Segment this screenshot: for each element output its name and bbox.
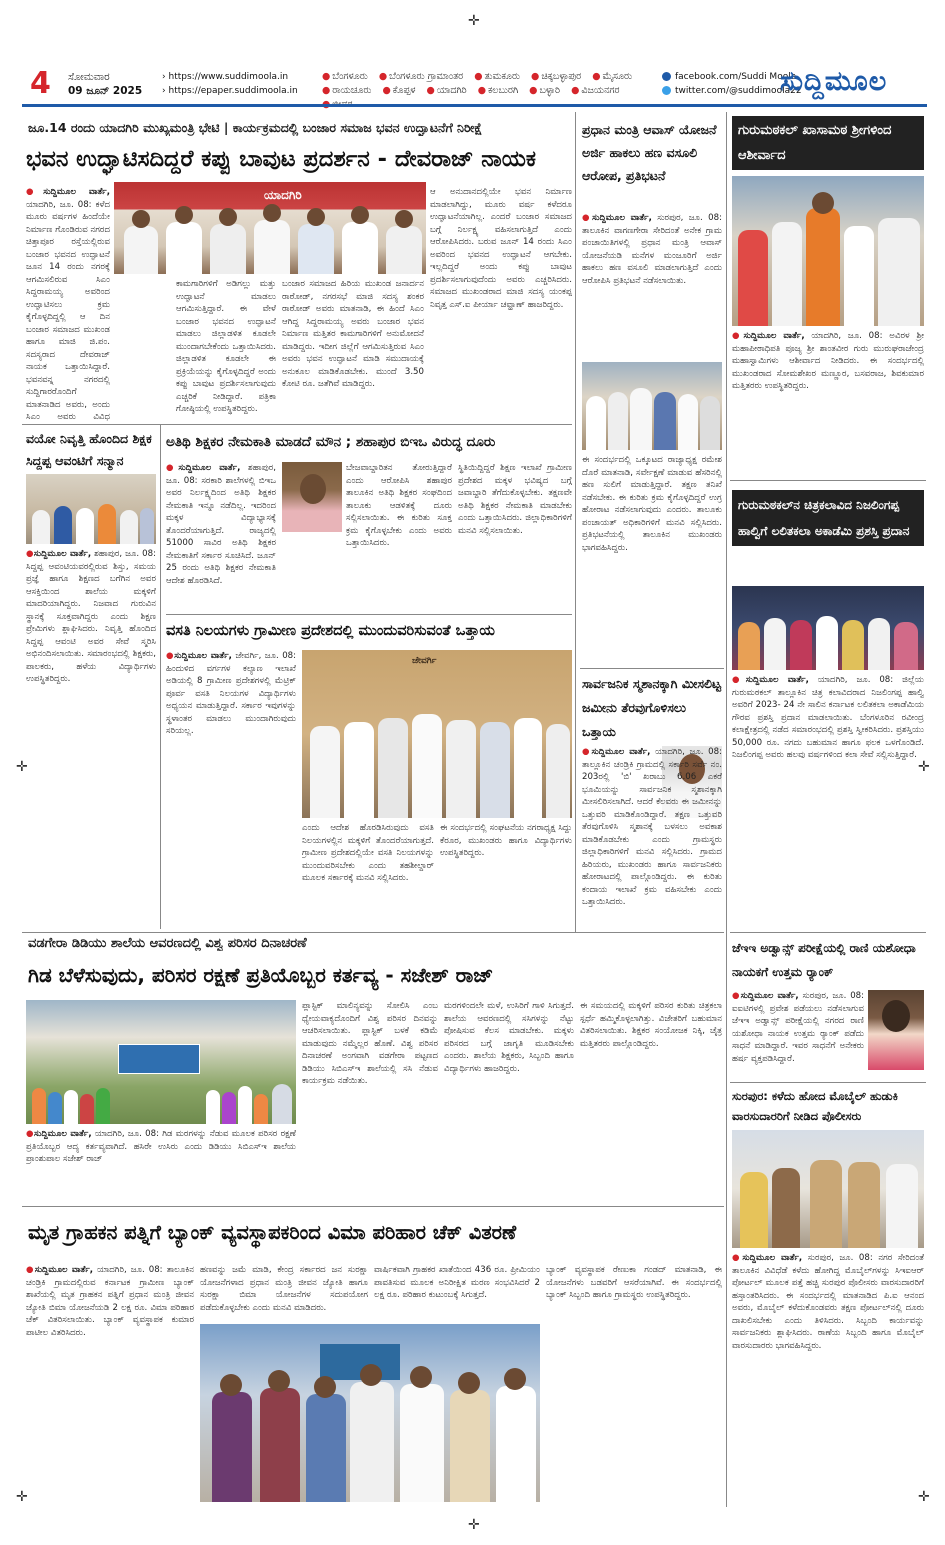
guest-teachers-col2: ಬೇಜವಾಬ್ದಾರಿತನ ತೋರುತ್ತಿದ್ದಾರೆ ಎಂದು ಆರೋಪಿಸಿ ಶಹಾಪುರ ತಾಲೂಕಿನ ಅತಿಥಿ ಶಿಕ್ಷಕರ ಸಂಘದಿಂದ ತಾಲೂಕು ಆಡಳಿತಕ್ಕೆ ದೂರು ಸಲ್ಲಿಸಲಾಯಿತು. ಈ ಕುರಿತು ಸೂಕ್ತ ಕ್ರಮ ಕೈಗೊಳ್ಳಬೇಕು ಎಂದು ಅವರು ಒತ್ತಾಯಿಸಿದರು. (346, 463, 452, 548)
housing-headline: ಪ್ರಧಾನ ಮಂತ್ರಿ ಆವಾಸ್ ಯೋಜನೆ ಅರ್ಜಿ ಹಾಕಲು ಹಣ ವಸೂಲಿ ಆರೋಪ, ಪ್ರತಿಭಟನೆ (582, 122, 717, 183)
cremation-headline: ಸಾರ್ವಜನಿಕ ಸ್ಮಶಾನಕ್ಕಾಗಿ ಮೀಸಲಿಟ್ಟ ಜಮೀನು ತೆರವುಗೊಳಿಸಲು ಒತ್ತಾಯ (582, 676, 722, 739)
photo-sign-text: ಜೇವರ್ಗಿ (412, 656, 437, 666)
page-header (22, 66, 927, 106)
city-item: ಮೈಸೂರು (602, 71, 633, 82)
byline: ಸುದ್ದಿಮೂಲ ವಾರ್ತೆ, (34, 1129, 92, 1139)
registration-mark: ✛ (918, 759, 930, 775)
city-item: ತುಮಕೂರು (484, 71, 520, 82)
registration-mark: ✛ (468, 1517, 480, 1533)
article-text: ಸಿದ್ದಪ್ಪ ಆವಂಟಿಯವರಲ್ಲಿರುವ ಶಿಸ್ತು, ಸಮಯ ಪ್ರಜ್ಞೆ ಹಾಗೂ ಶಿಕ್ಷಣದ ಬಗೆಗಿನ ಅವರ ಆಸಕ್ತಿಯಿಂದ ಶಾಲೆಯ ಮಕ್ಕಳಿಗೆ ಮಾದರಿಯಾಗಿದ್ದರು. ನಿಜವಾದ ಗುರುವಿನ ಸ್ಥಾನಕ್ಕೆ ಸೂಕ್ತವಾಗಿದ್ದರು ಎಂದು ಶಿಕ್ಷಣ ಪ್ರೇಮಿಗಳು ಶ್ಲಾಘಿಸಿದರು. ನಿವೃತ್ತಿ ಹೊಂದಿದ ಸಿದ್ದಪ್ಪ ಆವಂಟಿ ಅವರ ಸೇವೆ ಸ್ಮರಿಸಿ ಅಭಿನಂದಿಸಲಾಯಿತು. ಸಮಾರಂಭದಲ್ಲಿ ಶಿಕ್ಷಕರು, ಪಾಲಕರು, ಹಳೆಯ ವಿದ್ಯಾರ್ಥಿಗಳು ಉಪಸ್ಥಿತರಿದ್ದರು. (26, 561, 156, 684)
dateline: ಯಾದಗಿರಿ, ಜೂ. 08: (94, 1129, 159, 1139)
column-rule (160, 424, 161, 929)
article-text: ಅವಿರಳ ಶ್ರೀ ಮಹಾಪೀಠಾಧಿಪತಿ ಪೂಜ್ಯ ಶ್ರೀ ಶಾಂತವೀರ ಗುರು ಮುರುಘರಾಜೇಂದ್ರ ಮಹಾಸ್ವಾಮಿಗಳು ಆಶೀರ್ವಾದ ನೀಡಿದರು. ಈ ಸಂದರ್ಭದಲ್ಲಿ ಮುಖಂಡರಾದ ಸೋಮಶೇಖರ ಮಣ್ಣೂರ, ಬಸವರಾಜ, ಶಿವಕುಮಾರ ಮತ್ತಿತರರು ಉಪಸ್ಥಿತರಿದ್ದರು. (732, 331, 924, 391)
cremation-text: ●ಸುದ್ದಿಮೂಲ ವಾರ್ತೆ, ಯಾದಗಿರಿ, ಜೂ. 08: ತಾಲ್ಲೂಕಿನ ಚಂಡ್ರಿಕಿ ಗ್ರಾಮದಲ್ಲಿ ಸರ್ಕಾರಿ ಸರ್ವೆ ನಂ. 203ರಲ್ಲಿ 'ಬಿ' ಖರಾಬು 6.06 ಎಕರೆ ಭೂಮಿಯನ್ನು ಸಾರ್ವಜನಿಕ ಸ್ಮಶಾನಕ್ಕಾಗಿ ಮೀಸಲಿರಿಸಲಾಗಿದೆ. ಆದರೆ ಕೆಲವರು ಈ ಜಮೀನನ್ನು ಒತ್ತುವರಿ ಮಾಡಿಕೊಂಡಿದ್ದಾರೆ. ತಕ್ಷಣ ಒತ್ತುವರಿ ತೆರವುಗೊಳಿಸಿ ಸ್ಮಶಾನಕ್ಕೆ ಬಳಸಲು ಅವಕಾಶ ಮಾಡಿಕೊಡಬೇಕು ಎಂದು ಗ್ರಾಮಸ್ಥರು ಜಿಲ್ಲಾಧಿಕಾರಿಗಳಿಗೆ ಮನವಿ ಸಲ್ಲಿಸಿದರು. ಗ್ರಾಮದ ಹಿರಿಯರು, ಮುಖಂಡರು ಹಾಗೂ ಸಾರ್ವಜನಿಕರು ಹೋರಾಟದಲ್ಲಿ ಪಾಲ್ಗೊಂಡಿದ್ದರು. ಈ ಕುರಿತು ಕಂದಾಯ ಇಲಾಖೆ ಕ್ರಮ ವಹಿಸಬೇಕು ಎಂದು ಒತ್ತಾಯಿಸಿದರು. (582, 747, 722, 907)
dateline: ಯಾದಗಿರಿ, ಜೂ. 08: (817, 675, 894, 685)
section-rule (730, 1082, 926, 1083)
twitter-icon (662, 86, 671, 95)
article-text: ಸರಕಾರಿ ಶಾಲೆಗಳಲ್ಲಿ ಬಿಇಒ ಅವರ ನಿರ್ಲಕ್ಷ್ಯದಿಂದ ಅತಿಥಿ ಶಿಕ್ಷಕರ ನೇಮಕಾತಿ ಇನ್ನೂ ನಡೆದಿಲ್ಲ. ಇದರಿಂದ ಮಕ್ಕಳ ವಿದ್ಯಾಭ್ಯಾಸಕ್ಕೆ ತೊಂದರೆಯಾಗುತ್ತಿದೆ. ರಾಜ್ಯದಲ್ಲಿ 51000 ಸಾವಿರ ಅತಿಥಿ ಶಿಕ್ಷಕರ ನೇಮಕಾತಿಗೆ ಸರ್ಕಾರ ಸೂಚಿಸಿದೆ. ಜೂನ್ 25 ರಂದು ಅತಿಥಿ ಶಿಕ್ಷಕರ ನೇಮಕಾತಿ ಆದೇಶ ಹೊರಡಿಸಿದೆ. (166, 475, 276, 586)
photo-banner-text: ಯಾದಗಿರಿ (264, 188, 302, 202)
article-text: ಗಿಡ ಮರಗಳನ್ನು ನೆಡುವ ಮೂಲಕ ಪರಿಸರ ರಕ್ಷಣೆ ಪ್ರತಿಯೊಬ್ಬರ ಆದ್ಯ ಕರ್ತವ್ಯವಾಗಿದೆ. ಹಸಿರೇ ಉಸಿರು ಎಂದು ಡಿಡಿಯು ಸಿಬಿಎಸ್‌ಇ ಶಾಲೆಯ ಪ್ರಾಂಶುಪಾಲ ಸಜೇಶ್ ರಾಜ್ (26, 1129, 296, 1164)
hostel-photo (302, 650, 572, 818)
facebook-icon (662, 72, 671, 81)
byline: ಸುದ್ದಿಮೂಲ ವಾರ್ತೆ, (740, 991, 799, 1001)
dateline: ಶಹಾಪುರ, ಜೂ. 08: (166, 463, 276, 486)
city-item: ರಾಯಚೂರು (332, 85, 372, 96)
hostel-col3: ಈ ಸಂದರ್ಭದಲ್ಲಿ ಸಂಘಟನೆಯ ನಗರಾಧ್ಯಕ್ಷ ಸಿದ್ದು ಕೆರೂರ, ಮುಖಂಡರು ಹಾಗೂ ವಿದ್ಯಾರ್ಥಿಗಳು ಉಪಸ್ಥಿತರಿದ್ದರು. (440, 823, 572, 858)
date-label: 09 ಜೂನ್ 2025 (68, 85, 143, 97)
city-item: ಕೊಪ್ಪಳ (392, 85, 416, 96)
byline: ಸುದ್ದಿಮೂಲ ವಾರ್ತೆ, (34, 1265, 94, 1275)
byline: ಸುದ್ದಿಮೂಲ ವಾರ್ತೆ, (745, 675, 809, 685)
housing-text: ●ಸುದ್ದಿಮೂಲ ವಾರ್ತೆ, ಸುರಪುರ, ಜೂ. 08: ತಾಲೂಕಿನ ವಾಗಣಗೇರಾ ಸೇರಿದಂತೆ ಅನೇಕ ಗ್ರಾಮ ಪಂಚಾಯಿತಿಗಳಲ್ಲಿ ಪ್ರಧಾನ ಮಂತ್ರಿ ಆವಾಸ್ ಯೋಜನೆಯಡಿ ಮನೆಗಳ ಮಂಜೂರಿಗೆ ಅರ್ಜಿ ಹಾಕಲು ಹಣ ವಸೂಲಿ ಮಾಡಲಾಗುತ್ತಿದೆ ಎಂದು ಆರೋಪಿಸಿ ಪ್ರತಿಭಟನೆ ನಡೆಸಲಾಯಿತು. (582, 213, 722, 286)
housing-photo (582, 362, 722, 450)
dateline: ಯಾದಗಿರಿ, ಜೂ. 08: (655, 747, 722, 757)
chevron-right-icon: › (162, 86, 166, 96)
lead-col2: ಕಾಮಗಾರಿಗಳಿಗೆ ಅಡಿಗಲ್ಲು ಮತ್ತು ಉದ್ಘಾಟನೆ ಮಾಡಲು ಆಗಮಿಸುತ್ತಿದ್ದಾರೆ. ಈ ವೇಳೆ ಬಂಜಾರ ಭವನದ ಉದ್ಘಾಟನೆ ಮಾಡಲು ಜಿಲ್ಲಾಡಳಿತ ಕೂಡಲೇ ಮುಂದಾಗಬೇಕೆಂದು ಒತ್ತಾಯಿಸಿದರು. ಜಿಲ್ಲಾಡಳಿತ ಕೂಡಲೇ ಈ ಪ್ರಕ್ರಿಯೆಯನ್ನು ಕೈಗೊಳ್ಳದಿದ್ದರೆ ಅಂದು ಕಪ್ಪು ಬಾವುಟ ಪ್ರದರ್ಶಿಸಲಾಗುವುದು ಎಚ್ಚರಿಕೆ ನೀಡಿದ್ದಾರೆ. ಪತ್ರಿಕಾ ಗೋಷ್ಠಿಯಲ್ಲಿ ಉಪಸ್ಥಿತರಿದ್ದರು. (176, 279, 276, 414)
eco-col2: ಪ್ಲಾಸ್ಟಿಕ್ ಮಾಲಿನ್ಯವನ್ನು ಸೋಲಿಸಿ ಎಂಬ ಧ್ಯೇಯವಾಕ್ಯದೊಂದಿಗೆ ವಿಶ್ವ ಪರಿಸರ ದಿನವನ್ನು ಆಚರಿಸಲಾಯಿತು. ಪ್ಲಾಸ್ಟಿಕ್ ಬಳಕೆ ಕಡಿಮೆ ಮಾಡುವುದು ನಮ್ಮೆಲ್ಲರ ಹೊಣೆ. ವಿಶ್ವ ಪರಿಸರ ದಿನಾಚರಣೆ ಅಂಗವಾಗಿ ವಡಗೇರಾ ಪಟ್ಟಣದ ಡಿಡಿಯು ಸಿಬಿಎಸ್‌ಇ ಶಾಲೆಯಲ್ಲಿ ಸಸಿ ನೆಡುವ ಕಾರ್ಯಕ್ರಮ ನಡೆಯಿತು. (302, 1001, 438, 1086)
eco-col4: ಈ ಸಮಯದಲ್ಲಿ ಮಕ್ಕಳಿಗೆ ಪರಿಸರ ಕುರಿತು ಚಿತ್ರಕಲಾ ಸ್ಪರ್ಧೆ ಹಮ್ಮಿಕೊಳ್ಳಲಾಗಿತ್ತು. ವಿಜೇತರಿಗೆ ಬಹುಮಾನ ವಿತರಿಸಲಾಯಿತು. ಶಿಕ್ಷಕರ ಸಂಯೋಜಕ ನಿಕ್ಕಿ, ಚೈತ್ರ ಮತ್ತಿತರರು ಪಾಲ್ಗೊಂಡಿದ್ದರು. (580, 1001, 722, 1049)
chevron-right-icon: › (162, 72, 166, 82)
dateline: ಯಾದಗಿರಿ, ಜೂ. 08: (811, 331, 883, 341)
eco-col3: ಮರಗಳಿಂದಲೇ ಮಳೆ, ಉಸಿರಿಗೆ ಗಾಳಿ ಸಿಗುತ್ತದೆ. ಶಾಲೆಯ ಆವರಣದಲ್ಲಿ ಸಸಿಗಳನ್ನು ನೆಟ್ಟು ಪೋಷಿಸುವ ಕೆಲಸ ಮಾಡಬೇಕು. ಮಕ್ಕಳು ಪರಿಸರದ ಬಗ್ಗೆ ಜಾಗೃತಿ ಮೂಡಿಸಬೇಕು ಎಂದರು. ಶಾಲೆಯ ಶಿಕ್ಷಕರು, ಸಿಬ್ಬಂದಿ ಹಾಗೂ ವಿದ್ಯಾರ್ಥಿಗಳು ಹಾಜರಿದ್ದರು. (444, 1001, 574, 1074)
lead-col4: ಆ ಅನುದಾನದಲ್ಲಿಯೇ ಭವನ ನಿರ್ಮಾಣ ಮಾಡಲಾಗಿದ್ದು, ಮೂರು ವರ್ಷ ಕಳೆದರೂ ಉದ್ಘಾಟನೆಯಾಗಿಲ್ಲ. ಎಂದರೆ ಬಂಜಾರ ಸಮಾಜದ ಬಗ್ಗೆ ನಿರ್ಲಕ್ಷ್ಯ ವಹಿಸಲಾಗುತ್ತಿದೆ ಎಂದು ಆರೋಪಿಸಿದರು. ಬರುವ ಜೂನ್ 14 ರಂದು ಸಿಎಂ ಅವರಿಂದ ಭವನದ ಉದ್ಘಾಟನೆ ಆಗಬೇಕು. ಇಲ್ಲದಿದ್ದರೆ ಅಂದು ಕಪ್ಪು ಬಾವುಟ ಪ್ರದರ್ಶಿಸಲಾಗುವುದೆಂದು ಅವರು ಎಚ್ಚರಿಸಿದರು. ಸಮಾಜದ ಮುಖಂಡರಾದ ಮಾಜಿ ಸದಸ್ಯ ಯಂಕಪ್ಪ ನಿವೃತ್ತ ಎಸ್.ಐ ಪೀರ್ಯಾ ಚವ್ಹಾಣ್ ಹಾಜರಿದ್ದರು. (430, 187, 572, 310)
web-links (162, 70, 298, 98)
dateline: ಜೇವರ್ಗಿ, ಜೂ. 08: (235, 651, 296, 661)
masthead-logo: ಸುದ್ದಿಮೂಲ (780, 66, 888, 97)
article-text: ನಗರ ಸೇರಿದಂತೆ ತಾಲೂಕಿನ ವಿವಿಧೆಡೆ ಕಳೆದು ಹೋಗಿದ್ದ ಮೊಬೈಲ್‌ಗಳನ್ನು ಸಿಇಐಆರ್ ಪೋರ್ಟಲ್ ಮೂಲಕ ಪತ್ತೆ ಹಚ್ಚಿ ಸುರಪುರ ಪೊಲೀಸರು ವಾರಸುದಾರರಿಗೆ ಹಸ್ತಾಂತರಿಸಿದರು. ಈ ಸಂದರ್ಭದಲ್ಲಿ ಮಾತನಾಡಿದ ಪಿ.ಐ ಆನಂದ ಅವರು, ಮೊಬೈಲ್ ಕಳೆದುಕೊಂಡವರು ತಕ್ಷಣ ಪೋರ್ಟಲ್‌ನಲ್ಲಿ ದೂರು ದಾಖಲಿಸಬೇಕು ಎಂದು ತಿಳಿಸಿದರು. ಸಿಬ್ಬಂದಿ ಕಾರ್ಯವನ್ನು ಸಾರ್ವಜನಿಕರು ಶ್ಲಾಘಿಸಿದರು. ಠಾಣೆಯ ಸಿಬ್ಬಂದಿ ಹಾಗೂ ಮೊಬೈಲ್ ವಾರಸುದಾರರು ಭಾಗವಹಿಸಿದ್ದರು. (732, 1253, 924, 1351)
article-text: ಹಿಂದುಳಿದ ವರ್ಗಗಳ ಕಲ್ಯಾಣ ಇಲಾಖೆ ಅಡಿಯಲ್ಲಿ 8 ಗ್ರಾಮೀಣ ಪ್ರದೇಶಗಳಲ್ಲಿ ಮೆಟ್ರಿಕ್ ಪೂರ್ವ ವಸತಿ ನಿಲಯಗಳ ವಿದ್ಯಾರ್ಥಿಗಳು ಅಧ್ಯಯನ ಮಾಡುತ್ತಿದ್ದಾರೆ. ಸರ್ಕಾರ ಇವುಗಳನ್ನು ಸ್ಥಳಾಂತರ ಮಾಡಲು ಮುಂದಾಗಿರುವುದು ಸರಿಯಲ್ಲ. (166, 663, 296, 736)
dateline: ಸುರಪುರ, ಜೂ. 08: (657, 213, 722, 223)
article-text: ತಾಲ್ಲೂಕಿನ ಚಂಡ್ರಿಕಿ ಗ್ರಾಮದಲ್ಲಿ ಸರ್ಕಾರಿ ಸರ್ವೆ ನಂ. 203ರಲ್ಲಿ 'ಬಿ' ಖರಾಬು 6.06 ಎಕರೆ ಭೂಮಿಯನ್ನು ಸಾರ್ವಜನಿಕ ಸ್ಮಶಾನಕ್ಕಾಗಿ ಮೀಸಲಿರಿಸಲಾಗಿದೆ. ಆದರೆ ಕೆಲವರು ಈ ಜಮೀನನ್ನು ಒತ್ತುವರಿ ಮಾಡಿಕೊಂಡಿದ್ದಾರೆ. ತಕ್ಷಣ ಒತ್ತುವರಿ ತೆರವುಗೊಳಿಸಿ ಸ್ಮಶಾನಕ್ಕೆ ಬಳಸಲು ಅವಕಾಶ ಮಾಡಿಕೊಡಬೇಕು ಎಂದು ಗ್ರಾಮಸ್ಥರು ಜಿಲ್ಲಾಧಿಕಾರಿಗಳಿಗೆ ಮನವಿ ಸಲ್ಲಿಸಿದರು. ಗ್ರಾಮದ ಹಿರಿಯರು, ಮುಖಂಡರು ಹಾಗೂ ಸಾರ್ವಜನಿಕರು ಹೋರಾಟದಲ್ಲಿ ಪಾಲ್ಗೊಂಡಿದ್ದರು. ಈ ಕುರಿತು ಕಂದಾಯ ಇಲಾಖೆ ಕ್ರಮ ವಹಿಸಬೇಕು ಎಂದು ಒತ್ತಾಯಿಸಿದರು. (582, 759, 722, 907)
lead-photo (114, 182, 426, 274)
lead-kicker: ಜೂ.14 ರಂದು ಯಾದಗಿರಿ ಮುಖ್ಯಮಂತ್ರಿ ಭೇಟಿ | ಕಾರ್ಯಕ್ರಮದಲ್ಲಿ ಬಂಜಾರ ಸಮಾಜ ಭವನ ಉದ್ಘಾಟನೆಗೆ ನಿರೀಕ್ಷೆ (28, 120, 483, 135)
registration-mark: ✛ (468, 13, 480, 29)
eco-col1: ●ಸುದ್ದಿಮೂಲ ವಾರ್ತೆ, ಯಾದಗಿರಿ, ಜೂ. 08: ಗಿಡ ಮರಗಳನ್ನು ನೆಡುವ ಮೂಲಕ ಪರಿಸರ ರಕ್ಷಣೆ ಪ್ರತಿಯೊಬ್ಬರ ಆದ್ಯ ಕರ್ತವ್ಯವಾಗಿದೆ. ಹಸಿರೇ ಉಸಿರು ಎಂದು ಡಿಡಿಯು ಸಿಬಿಎಸ್‌ಇ ಶಾಲೆಯ ಪ್ರಾಂಶುಪಾಲ ಸಜೇಶ್ ರಾಜ್ (26, 1129, 296, 1164)
byline: ಸುದ್ದಿಮೂಲ ವಾರ್ತೆ, (178, 463, 241, 473)
bank-col3: ವಾರ್ಷಿಕವಾಗಿ ಗ್ರಾಹಕರ ಖಾತೆಯಿಂದ 436 ರೂ. ಪ್ರೀಮಿಯಂ ಪಾವತಿಸುವ ಮೂಲಕ ಅನಿರೀಕ್ಷಿತ ಮರಣ ಸಂಭವಿಸಿದರೆ 2 ಲಕ್ಷ ರೂ. ಪರಿಹಾರ ಕುಟುಂಬಕ್ಕೆ ಸಿಗುತ್ತದೆ. (374, 1265, 540, 1300)
section-rule (22, 932, 724, 933)
city-item: ಬೆಂಗಳೂರು (332, 71, 368, 82)
hostel-headline: ವಸತಿ ನಿಲಯಗಳು ಗ್ರಾಮೀಣ ಪ್ರದೇಶದಲ್ಲಿ ಮುಂದುವರಿಸುವಂತೆ ಒತ್ತಾಯ (166, 623, 495, 639)
bank-col2: ಹಣವನ್ನು ಜಮೆ ಮಾಡಿ, ಕೇಂದ್ರ ಸರ್ಕಾರದ ಜನ ಸುರಕ್ಷಾ ಯೋಜನೆಗಳಾದ ಪ್ರಧಾನ ಮಂತ್ರಿ ಜೀವನ ಜ್ಯೋತಿ ಹಾಗೂ ಸುರಕ್ಷಾ ಬಿಮಾ ಯೋಜನೆಗಳ ಸದುಪಯೋಗ ಪಡೆದುಕೊಳ್ಳಬೇಕು ಎಂದು ಮನವಿ ಮಾಡಿದರು. (200, 1265, 368, 1313)
bank-col1: ●ಸುದ್ದಿಮೂಲ ವಾರ್ತೆ, ಯಾದಗಿರಿ, ಜೂ. 08: ತಾಲೂಕಿನ ಚಂಡ್ರಿಕಿ ಗ್ರಾಮದಲ್ಲಿರುವ ಕರ್ನಾಟಕ ಗ್ರಾಮೀಣ ಬ್ಯಾಂಕ್ ಶಾಖೆಯಲ್ಲಿ ಮೃತ ಗ್ರಾಹಕನ ಪತ್ನಿಗೆ ಪ್ರಧಾನ ಮಂತ್ರಿ ಜೀವನ ಜ್ಯೋತಿ ಬಿಮಾ ಯೋಜನೆಯಡಿ 2 ಲಕ್ಷ ರೂ. ವಿಮಾ ಪರಿಹಾರ ಚೆಕ್ ವಿತರಿಸಲಾಯಿತು. ಬ್ಯಾಂಕ್ ವ್ಯವಸ್ಥಾಪಕ ಕುಮಾರ ಪಾಟೀಲ ವಿತರಿಸಿದರು. (26, 1265, 194, 1338)
police-photo (732, 1130, 924, 1248)
registration-mark: ✛ (16, 759, 28, 775)
byline: ಸುದ್ದಿಮೂಲ ವಾರ್ತೆ, (591, 747, 651, 757)
hostel-col1: ●ಸುದ್ದಿಮೂಲ ವಾರ್ತೆ, ಜೇವರ್ಗಿ, ಜೂ. 08: ಹಿಂದುಳಿದ ವರ್ಗಗಳ ಕಲ್ಯಾಣ ಇಲಾಖೆ ಅಡಿಯಲ್ಲಿ 8 ಗ್ರಾಮೀಣ ಪ್ರದೇಶಗಳಲ್ಲಿ ಮೆಟ್ರಿಕ್ ಪೂರ್ವ ವಸತಿ ನಿಲಯಗಳ ವಿದ್ಯಾರ್ಥಿಗಳು ಅಧ್ಯಯನ ಮಾಡುತ್ತಿದ್ದಾರೆ. ಸರ್ಕಾರ ಇವುಗಳನ್ನು ಸ್ಥಳಾಂತರ ಮಾಡಲು ಮುಂದಾಗಿರುವುದು ಸರಿಯಲ್ಲ. (166, 651, 296, 736)
guest-teachers-col1: ●ಸುದ್ದಿಮೂಲ ವಾರ್ತೆ, ಶಹಾಪುರ, ಜೂ. 08: ಸರಕಾರಿ ಶಾಲೆಗಳಲ್ಲಿ ಬಿಇಒ ಅವರ ನಿರ್ಲಕ್ಷ್ಯದಿಂದ ಅತಿಥಿ ಶಿಕ್ಷಕರ ನೇಮಕಾತಿ ಇನ್ನೂ ನಡೆದಿಲ್ಲ. ಇದರಿಂದ ಮಕ್ಕಳ ವಿದ್ಯಾಭ್ಯಾಸಕ್ಕೆ ತೊಂದರೆಯಾಗುತ್ತಿದೆ. ರಾಜ್ಯದಲ್ಲಿ 51000 ಸಾವಿರ ಅತಿಥಿ ಶಿಕ್ಷಕರ ನೇಮಕಾತಿಗೆ ಸರ್ಕಾರ ಸೂಚಿಸಿದೆ. ಜೂನ್ 25 ರಂದು ಅತಿಥಿ ಶಿಕ್ಷಕರ ನೇಮಕಾತಿ ಆದೇಶ ಹೊರಡಿಸಿದೆ. (166, 463, 276, 586)
guest-teacher-portrait (282, 462, 342, 532)
rank-text: ●ಸುದ್ದಿಮೂಲ ವಾರ್ತೆ, ಸುರಪುರ, ಜೂ. 08: ಐಐಟಿಗಳಲ್ಲಿ ಪ್ರವೇಶ ಪಡೆಯಲು ನಡೆಸಲಾಗುವ ಜೆಇಇ ಅಡ್ವಾನ್ಸ್ ಪರೀಕ್ಷೆಯಲ್ಲಿ ನಗರದ ರಾಣಿ ಯಶೋಧಾ ನಾಯಕ ಉತ್ತಮ ರ‍್ಯಾಂಕ್ ಪಡೆದು ಸಾಧನೆ ಮಾಡಿದ್ದಾರೆ. ಇವರ ಸಾಧನೆಗೆ ಅನೇಕರು ಹರ್ಷ ವ್ಯಕ್ತಪಡಿಸಿದ್ದಾರೆ. (732, 991, 864, 1064)
website-link[interactable]: https://www.suddimoola.in (168, 72, 289, 82)
byline: ಸುದ್ದಿಮೂಲ ವಾರ್ತೆ, (174, 651, 232, 661)
dateline: ಸುರಪುರ, ಜೂ. 08: (807, 1253, 873, 1263)
artist-text: ●ಸುದ್ದಿಮೂಲ ವಾರ್ತೆ, ಯಾದಗಿರಿ, ಜೂ. 08: ಜಿಲ್ಲೆಯ ಗುರುಮಠಕಲ್ ತಾಲ್ಲೂಕಿನ ಚಿತ್ರ ಕಲಾವಿದರಾದ ನಿಜಲಿಂಗಪ್ಪ ಹಾಲ್ವಿ ಅವರಿಗೆ 2023- 24 ನೇ ಸಾಲಿನ ಕರ್ನಾಟಕ ಲಲಿತಕಲಾ ಅಕಾಡೆಮಿಯ ಗೌರವ ಪ್ರಶಸ್ತಿ ಪ್ರದಾನ ಮಾಡಲಾಯಿತು. ಬೆಂಗಳೂರಿನ ರವೀಂದ್ರ ಕಲಾಕ್ಷೇತ್ರದಲ್ಲಿ ನಡೆದ ಸಮಾರಂಭದಲ್ಲಿ ಪ್ರಶಸ್ತಿ ಸ್ವೀಕರಿಸಿದರು. ಪ್ರಶಸ್ತಿಯು 50,000 ರೂ. ನಗದು ಬಹುಮಾನ ಹಾಗೂ ಫಲಕ ಒಳಗೊಂಡಿದೆ. ನಿಜಲಿಂಗಪ್ಪ ಅವರು ಹಲವು ವರ್ಷಗಳಿಂದ ಕಲಾ ಸೇವೆ ಸಲ್ಲಿಸುತ್ತಿದ್ದಾರೆ. (732, 675, 924, 760)
guest-teachers-col3: ಸ್ಥಿತಿಯಿದ್ದಿದ್ದರೆ ಶಿಕ್ಷಣ ಇಲಾಖೆ ಗ್ರಾಮೀಣ ಪ್ರದೇಶದ ಮಕ್ಕಳ ಭವಿಷ್ಯದ ಬಗ್ಗೆ ಜವಾಬ್ದಾರಿ ತೆಗೆದುಕೊಳ್ಳಬೇಕು. ತಕ್ಷಣವೇ ಅತಿಥಿ ಶಿಕ್ಷಕರ ನೇಮಕಾತಿ ಮಾಡಬೇಕು ಎಂದು ಒತ್ತಾಯಿಸಿದರು. ಜಿಲ್ಲಾಧಿಕಾರಿಗಳಿಗೆ ಮನವಿ ಸಲ್ಲಿಸಲಾಯಿತು. (458, 463, 572, 536)
epaper-link[interactable]: https://epaper.suddimoola.in (168, 86, 298, 96)
rank-portrait (868, 990, 924, 1070)
facebook-link[interactable]: facebook.com/Suddi Moola (675, 72, 797, 82)
page-number: 4 (30, 66, 51, 101)
section-rule (730, 480, 926, 481)
article-text: ಐಐಟಿಗಳಲ್ಲಿ ಪ್ರವೇಶ ಪಡೆಯಲು ನಡೆಸಲಾಗುವ ಜೆಇಇ ಅಡ್ವಾನ್ಸ್ ಪರೀಕ್ಷೆಯಲ್ಲಿ ನಗರದ ರಾಣಿ ಯಶೋಧಾ ನಾಯಕ ಉತ್ತಮ ರ‍್ಯಾಂಕ್ ಪಡೆದು ಸಾಧನೆ ಮಾಡಿದ್ದಾರೆ. ಇವರ ಸಾಧನೆಗೆ ಅನೇಕರು ಹರ್ಷ ವ್ಯಕ್ತಪಡಿಸಿದ್ದಾರೆ. (732, 1003, 864, 1064)
byline: ಸುದ್ದಿಮೂಲ ವಾರ್ತೆ, (742, 1253, 803, 1263)
byline: ಸುದ್ದಿಮೂಲ ವಾರ್ತೆ, (592, 213, 652, 223)
registration-mark: ✛ (918, 1489, 930, 1505)
bank-headline: ಮೃತ ಗ್ರಾಹಕನ ಪತ್ನಿಗೆ ಬ್ಯಾಂಕ್ ವ್ಯವಸ್ಥಾಪಕರಿಂದ ವಿಮಾ ಪರಿಹಾರ ಚೆಕ್ ವಿತರಣೆ (28, 1221, 517, 1244)
dateline: ಸುರಪುರ, ಜೂ. 08: (802, 991, 864, 1001)
teacher-honor-photo (26, 474, 156, 544)
column-rule (726, 112, 727, 1507)
guru-text: ●ಸುದ್ದಿಮೂಲ ವಾರ್ತೆ, ಯಾದಗಿರಿ, ಜೂ. 08: ಅವಿರಳ ಶ್ರೀ ಮಹಾಪೀಠಾಧಿಪತಿ ಪೂಜ್ಯ ಶ್ರೀ ಶಾಂತವೀರ ಗುರು ಮುರುಘರಾಜೇಂದ್ರ ಮಹಾಸ್ವಾಮಿಗಳು ಆಶೀರ್ವಾದ ನೀಡಿದರು. ಈ ಸಂದರ್ಭದಲ್ಲಿ ಮುಖಂಡರಾದ ಸೋಮಶೇಖರ ಮಣ್ಣೂರ, ಬಸವರಾಜ, ಶಿವಕುಮಾರ ಮತ್ತಿತರರು ಉಪಸ್ಥಿತರಿದ್ದರು. (732, 331, 924, 391)
guest-teachers-headline: ಅತಿಥಿ ಶಿಕ್ಷಕರ ನೇಮಕಾತಿ ಮಾಡದೆ ಮೌನ ; ಶಹಾಪುರ ಬಿಇಒ ವಿರುದ್ಧ ದೂರು (166, 434, 496, 450)
city-item: ಚಿಕ್ಕಬಳ್ಳಾಪುರ (541, 71, 582, 82)
eco-headline: ಗಿಡ ಬೆಳೆಸುವುದು, ಪರಿಸರ ರಕ್ಷಣೆ ಪ್ರತಿಯೊಬ್ಬರ ಕರ್ತವ್ಯ - ಸಜೇಶ್ ರಾಜ್ (28, 963, 494, 987)
article-text: ಕಳೆದ ಮೂರು ವರ್ಷಗಳ ಹಿಂದೆಯೇ ನಿರ್ಮಾಣ ಗೊಂಡಿರುವ ನಗರದ ಚಿತ್ತಾಪೂರ ರಸ್ತೆಯಲ್ಲಿರುವ ಬಂಜಾರ ಭವನದ ಉದ್ಘಾಟನೆ ಜೂನ 14 ರಂದು ನಗರಕ್ಕೆ ಆಗಮಿಸಲಿರುವ ಸಿಎಂ ಸಿದ್ದರಾಮಯ್ಯ ಅವರಿಂದ ಉದ್ಘಾಟಿಸಲು ಕ್ರಮ ಕೈಗೊಳ್ಳದಿದ್ದಲ್ಲಿ ಆ ದಿನ ಬಂಜಾರ ಸಮಾಜದ ಮುಖಂಡ ಹಾಗೂ ಮಾಜಿ ಜಿ.ಪಂ. ಸದಸ್ಯರಾದ ದೇವರಾಜ್ ನಾಯಕ ಒತ್ತಾಯಿಸಿದ್ದಾರೆ. ಭವನವನ್ನ ನಗರದಲ್ಲಿ ಸುದ್ದಿಗಾರರೊಂದಿಗೆ ಮಾತನಾಡಿದ ಅವರು, ಅಂದು ಸಿಎಂ ಅವರು ವಿವಿಧ (26, 199, 110, 422)
issue-date-block (68, 70, 142, 98)
housing-text-2: ಈ ಸಂದರ್ಭದಲ್ಲಿ ಒಕ್ಕೂಟದ ರಾಜ್ಯಾಧ್ಯಕ್ಷ ರಮೇಶ ದೊರೆ ಮಾತನಾಡಿ, ಸರ್ವೇಕ್ಷಣೆ ಮಾಡುವ ಹೆಸರಿನಲ್ಲಿ ಹಣ ಸುಲಿಗೆ ಮಾಡುತ್ತಿದ್ದಾರೆ. ತಕ್ಷಣ ತನಿಖೆ ನಡೆಸಬೇಕು. ಈ ಕುರಿತು ಕ್ರಮ ಕೈಗೊಳ್ಳದಿದ್ದರೆ ಉಗ್ರ ಹೋರಾಟ ನಡೆಸಲಾಗುವುದು ಎಂದರು. ತಾಲೂಕು ಪಂಚಾಯತ್ ಅಧಿಕಾರಿಗಳಿಗೆ ಮನವಿ ಸಲ್ಲಿಸಿದರು. ಪ್ರತಿಭಟನೆಯಲ್ಲಿ ತಾಲೂಕಿನ ಮುಖಂಡರು ಭಾಗವಹಿಸಿದ್ದರು. (582, 455, 722, 553)
registration-mark: ✛ (16, 1489, 28, 1505)
city-item: ವಿಜಯನಗರ (581, 85, 620, 96)
hostel-col2: ಎಂದು ಆದೇಶ ಹೊರಡಿಸಿರುವುದು ವಸತಿ ನಿಲಯಗಳಲ್ಲಿನ ಮಕ್ಕಳಿಗೆ ತೊಂದರೆಯಾಗುತ್ತದೆ. ಗ್ರಾಮೀಣ ಪ್ರದೇಶದಲ್ಲಿಯೇ ವಸತಿ ನಿಲಯಗಳನ್ನು ಮುಂದುವರಿಸಬೇಕು ಎಂದು ತಹಶೀಲ್ದಾರ್ ಮೂಲಕ ಸರ್ಕಾರಕ್ಕೆ ಮನವಿ ಸಲ್ಲಿಸಿದರು. (302, 823, 434, 883)
city-item: ಕಲಬುರಗಿ (488, 85, 519, 96)
section-rule (22, 1206, 724, 1207)
section-rule (22, 424, 572, 425)
article-text: ತಾಲೂಕಿನ ಚಂಡ್ರಿಕಿ ಗ್ರಾಮದಲ್ಲಿರುವ ಕರ್ನಾಟಕ ಗ್ರಾಮೀಣ ಬ್ಯಾಂಕ್ ಶಾಖೆಯಲ್ಲಿ ಮೃತ ಗ್ರಾಹಕನ ಪತ್ನಿಗೆ ಪ್ರಧಾನ ಮಂತ್ರಿ ಜೀವನ ಜ್ಯೋತಿ ಬಿಮಾ ಯೋಜನೆಯಡಿ 2 ಲಕ್ಷ ರೂ. ವಿಮಾ ಪರಿಹಾರ ಚೆಕ್ ವಿತರಿಸಲಾಯಿತು. ಬ್ಯಾಂಕ್ ವ್ಯವಸ್ಥಾಪಕ ಕುಮಾರ ಪಾಟೀಲ ವಿತರಿಸಿದರು. (26, 1265, 194, 1338)
byline: ಸುದ್ದಿಮೂಲ ವಾರ್ತೆ, (743, 331, 805, 341)
lead-headline: ಭವನ ಉದ್ಘಾಟಿಸದಿದ್ದರೆ ಕಪ್ಪು ಬಾವುಟ ಪ್ರದರ್ಶನ - ದೇವರಾಜ್ ನಾಯಕ (26, 146, 536, 172)
bank-photo (200, 1324, 540, 1502)
rank-headline: ಜೆಇಇ ಅಡ್ವಾನ್ಸ್ ಪರೀಕ್ಷೆಯಲ್ಲಿ ರಾಣಿ ಯಶೋಧಾ ನಾಯಕಗೆ ಉತ್ತಮ ರ‍್ಯಾಂಕ್ (732, 941, 916, 979)
city-item: ಬೆಂಗಳೂರು ಗ್ರಾಮಾಂತರ (389, 71, 464, 82)
edition-cities: ● ಬೆಂಗಳೂರು ● ಬೆಂಗಳೂರು ಗ್ರಾಮಾಂತರ ● ತುಮಕೂರು ● ಚಿಕ್ಕಬಳ್ಳಾಪುರ ● ಮೈಸೂರು ● ರಾಯಚೂರು ● ಕೊಪ್ಪಳ ● ಯಾದಗಿರಿ ● ಕಲಬುರಗಿ ● ಬಳ್ಳಾರಿ ● ವಿಜಯನಗರ (322, 70, 662, 112)
section-rule (730, 932, 926, 933)
teacher-honor-text: ●ಸುದ್ದಿಮೂಲ ವಾರ್ತೆ, ಶಹಾಪುರ, ಜೂ. 08: ಸಿದ್ದಪ್ಪ ಆವಂಟಿಯವರಲ್ಲಿರುವ ಶಿಸ್ತು, ಸಮಯ ಪ್ರಜ್ಞೆ ಹಾಗೂ ಶಿಕ್ಷಣದ ಬಗೆಗಿನ ಅವರ ಆಸಕ್ತಿಯಿಂದ ಶಾಲೆಯ ಮಕ್ಕಳಿಗೆ ಮಾದರಿಯಾಗಿದ್ದರು. ನಿಜವಾದ ಗುರುವಿನ ಸ್ಥಾನಕ್ಕೆ ಸೂಕ್ತವಾಗಿದ್ದರು ಎಂದು ಶಿಕ್ಷಣ ಪ್ರೇಮಿಗಳು ಶ್ಲಾಘಿಸಿದರು. ನಿವೃತ್ತಿ ಹೊಂದಿದ ಸಿದ್ದಪ್ಪ ಆವಂಟಿ ಅವರ ಸೇವೆ ಸ್ಮರಿಸಿ ಅಭಿನಂದಿಸಲಾಯಿತು. ಸಮಾರಂಭದಲ್ಲಿ ಶಿಕ್ಷಕರು, ಪಾಲಕರು, ಹಳೆಯ ವಿದ್ಯಾರ್ಥಿಗಳು ಉಪಸ್ಥಿತರಿದ್ದರು. (26, 549, 156, 684)
section-rule (580, 668, 724, 669)
day-label: ಸೋಮವಾರ (68, 71, 110, 83)
article-text: ಜಿಲ್ಲೆಯ ಗುರುಮಠಕಲ್ ತಾಲ್ಲೂಕಿನ ಚಿತ್ರ ಕಲಾವಿದರಾದ ನಿಜಲಿಂಗಪ್ಪ ಹಾಲ್ವಿ ಅವರಿಗೆ 2023- 24 ನೇ ಸಾಲಿನ ಕರ್ನಾಟಕ ಲಲಿತಕಲಾ ಅಕಾಡೆಮಿಯ ಗೌರವ ಪ್ರಶಸ್ತಿ ಪ್ರದಾನ ಮಾಡಲಾಯಿತು. ಬೆಂಗಳೂರಿನ ರವೀಂದ್ರ ಕಲಾಕ್ಷೇತ್ರದಲ್ಲಿ ನಡೆದ ಸಮಾರಂಭದಲ್ಲಿ ಪ್ರಶಸ್ತಿ ಸ್ವೀಕರಿಸಿದರು. ಪ್ರಶಸ್ತಿಯು 50,000 ರೂ. ನಗದು ಬಹುಮಾನ ಹಾಗೂ ಫಲಕ ಒಳಗೊಂಡಿದೆ. ನಿಜಲಿಂಗಪ್ಪ ಅವರು ಹಲವು ವರ್ಷಗಳಿಂದ ಕಲಾ ಸೇವೆ ಸಲ್ಲಿಸುತ್ತಿದ್ದಾರೆ. (732, 675, 924, 760)
artist-headline: ಗುರುಮಠಕಲ್‌ನ ಚಿತ್ರಕಲಾವಿದ ನಿಜಲಿಂಗಪ್ಪ ಹಾಲ್ವಿಗೆ ಲಲಿತಕಲಾ ಅಕಾಡೆಮಿ ಪ್ರಶಸ್ತಿ ಪ್ರದಾನ (732, 490, 924, 546)
header-rule (22, 104, 927, 107)
article-text: ತಾಲೂಕಿನ ವಾಗಣಗೇರಾ ಸೇರಿದಂತೆ ಅನೇಕ ಗ್ರಾಮ ಪಂಚಾಯಿತಿಗಳಲ್ಲಿ ಪ್ರಧಾನ ಮಂತ್ರಿ ಆವಾಸ್ ಯೋಜನೆಯಡಿ ಮನೆಗಳ ಮಂಜೂರಿಗೆ ಅರ್ಜಿ ಹಾಕಲು ಹಣ ವಸೂಲಿ ಮಾಡಲಾಗುತ್ತಿದೆ ಎಂದು ಆರೋಪಿಸಿ ಪ್ರತಿಭಟನೆ ನಡೆಸಲಾಯಿತು. (582, 225, 722, 286)
dateline: ಯಾದಗಿರಿ, ಜೂ. 08: (97, 1265, 163, 1275)
artist-photo (732, 586, 924, 670)
twitter-link[interactable]: twitter.com/@suddimoola22 (675, 86, 802, 96)
byline: ಸುದ್ದಿಮೂಲ ವಾರ್ತೆ, (33, 549, 92, 559)
lead-col3: ಬಂಜಾರ ಸಮಾಜದ ಹಿರಿಯ ಮುಖಂಡ ಜನಾರ್ದನ ರಾಠೋಡ್, ನಗರಸಭೆ ಮಾಜಿ ಸದಸ್ಯ ಶಂಕರ ರಾಠೋಡ್ ಅವರು ಮಾತನಾಡಿ, ಈ ಹಿಂದೆ ಸಿಎಂ ಆಗಿದ್ದ ಸಿದ್ದರಾಮಯ್ಯ ಅವರು ಬಂಜಾರ ಭವನ ನಿರ್ಮಾಣ ಮತ್ತಿತರ ಕಾಮಗಾರಿಗಳಿಗೆ ಅನುಮೋದನೆ ಮಾಡಿದ್ದರು. ಇದೀಗ ಜಿಲ್ಲೆಗೆ ಆಗಮಿಸುತ್ತಿರುವ ಸಿಎಂ ಅವರು ಭವನ ಉದ್ಘಾಟನೆ ಮಾಡಿ ಸಮುದಾಯಕ್ಕೆ ಅನುಕೂಲ ಮಾಡಿಕೊಡಬೇಕು. ಮುಂದೆ 3.50 ಕೋಟಿ ರೂ. ಜತೆಗಿವೆ ಮಾಡಿದ್ದರು. (282, 279, 424, 389)
police-text: ●ಸುದ್ದಿಮೂಲ ವಾರ್ತೆ, ಸುರಪುರ, ಜೂ. 08: ನಗರ ಸೇರಿದಂತೆ ತಾಲೂಕಿನ ವಿವಿಧೆಡೆ ಕಳೆದು ಹೋಗಿದ್ದ ಮೊಬೈಲ್‌ಗಳನ್ನು ಸಿಇಐಆರ್ ಪೋರ್ಟಲ್ ಮೂಲಕ ಪತ್ತೆ ಹಚ್ಚಿ ಸುರಪುರ ಪೊಲೀಸರು ವಾರಸುದಾರರಿಗೆ ಹಸ್ತಾಂತರಿಸಿದರು. ಈ ಸಂದರ್ಭದಲ್ಲಿ ಮಾತನಾಡಿದ ಪಿ.ಐ ಆನಂದ ಅವರು, ಮೊಬೈಲ್ ಕಳೆದುಕೊಂಡವರು ತಕ್ಷಣ ಪೋರ್ಟಲ್‌ನಲ್ಲಿ ದೂರು ದಾಖಲಿಸಬೇಕು ಎಂದು ತಿಳಿಸಿದರು. ಸಿಬ್ಬಂದಿ ಕಾರ್ಯವನ್ನು ಸಾರ್ವಜನಿಕರು ಶ್ಲಾಘಿಸಿದರು. ಠಾಣೆಯ ಸಿಬ್ಬಂದಿ ಹಾಗೂ ಮೊಬೈಲ್ ವಾರಸುದಾರರು ಭಾಗವಹಿಸಿದ್ದರು. (732, 1253, 924, 1351)
city-item: ಯಾದಗಿರಿ (436, 85, 467, 96)
guru-photo (732, 176, 924, 326)
lead-col1: ●ಸುದ್ದಿಮೂಲ ವಾರ್ತೆ, ಯಾದಗಿರಿ, ಜೂ. 08: ಕಳೆದ ಮೂರು ವರ್ಷಗಳ ಹಿಂದೆಯೇ ನಿರ್ಮಾಣ ಗೊಂಡಿರುವ ನಗರದ ಚಿತ್ತಾಪೂರ ರಸ್ತೆಯಲ್ಲಿರುವ ಬಂಜಾರ ಭವನದ ಉದ್ಘಾಟನೆ ಜೂನ 14 ರಂದು ನಗರಕ್ಕೆ ಆಗಮಿಸಲಿರುವ ಸಿಎಂ ಸಿದ್ದರಾಮಯ್ಯ ಅವರಿಂದ ಉದ್ಘಾಟಿಸಲು ಕ್ರಮ ಕೈಗೊಳ್ಳದಿದ್ದಲ್ಲಿ ಆ ದಿನ ಬಂಜಾರ ಸಮಾಜದ ಮುಖಂಡ ಹಾಗೂ ಮಾಜಿ ಜಿ.ಪಂ. ಸದಸ್ಯರಾದ ದೇವರಾಜ್ ನಾಯಕ ಒತ್ತಾಯಿಸಿದ್ದಾರೆ. ಭವನವನ್ನ ನಗರದಲ್ಲಿ ಸುದ್ದಿಗಾರರೊಂದಿಗೆ ಮಾತನಾಡಿದ ಅವರು, ಅಂದು ಸಿಎಂ ಅವರು ವಿವಿಧ (26, 186, 110, 422)
guru-headline: ಗುರುಮಠಕಲ್ ಖಾಸಾಮಠ ಶ್ರೀಗಳಿಂದ ಆಶೀರ್ವಾದ (732, 116, 924, 170)
police-headline: ಸುರಪುರ: ಕಳೆದು ಹೋದ ಮೊಬೈಲ್ ಹುಡುಕಿ ವಾರಸುದಾರರಿಗೆ ನೀಡಿದ ಪೊಲೀಸರು (732, 1089, 898, 1123)
eco-photo (26, 1000, 296, 1124)
teacher-honor-headline: ವಯೋ ನಿವೃತ್ತಿ ಹೊಂದಿದ ಶಿಕ್ಷಕ ಸಿದ್ದಪ್ಪ ಆವಂಟಿಗೆ ಸನ್ಮಾನ (26, 431, 152, 468)
bank-col4: ಬ್ಯಾಂಕ್ ವ್ಯವಸ್ಥಾಪಕ ರೇಣುಕಾ ಗಂಡದ್ ಮಾತನಾಡಿ, ಈ ಯೋಜನೆಗಳು ಬಡವರಿಗೆ ಆಸರೆಯಾಗಿವೆ. ಈ ಸಂದರ್ಭದಲ್ಲಿ ಬ್ಯಾಂಕ್ ಸಿಬ್ಬಂದಿ ಹಾಗೂ ಗ್ರಾಮಸ್ಥರು ಉಪಸ್ಥಿತರಿದ್ದರು. (546, 1265, 722, 1300)
eco-kicker: ವಡಗೇರಾ ಡಿಡಿಯು ಶಾಲೆಯ ಆವರಣದಲ್ಲಿ ವಿಶ್ವ ಪರಿಸರ ದಿನಾಚರಣೆ (28, 936, 307, 951)
byline: ಸುದ್ದಿಮೂಲ ವಾರ್ತೆ, (43, 187, 110, 197)
dateline: ಶಹಾಪುರ, ಜೂ. 08: (94, 549, 156, 559)
column-rule (575, 112, 576, 932)
city-item: ಬಳ್ಳಾರಿ (539, 85, 561, 96)
section-rule (166, 614, 572, 615)
dateline: ಯಾದಗಿರಿ, ಜೂ. 08: (26, 199, 92, 210)
